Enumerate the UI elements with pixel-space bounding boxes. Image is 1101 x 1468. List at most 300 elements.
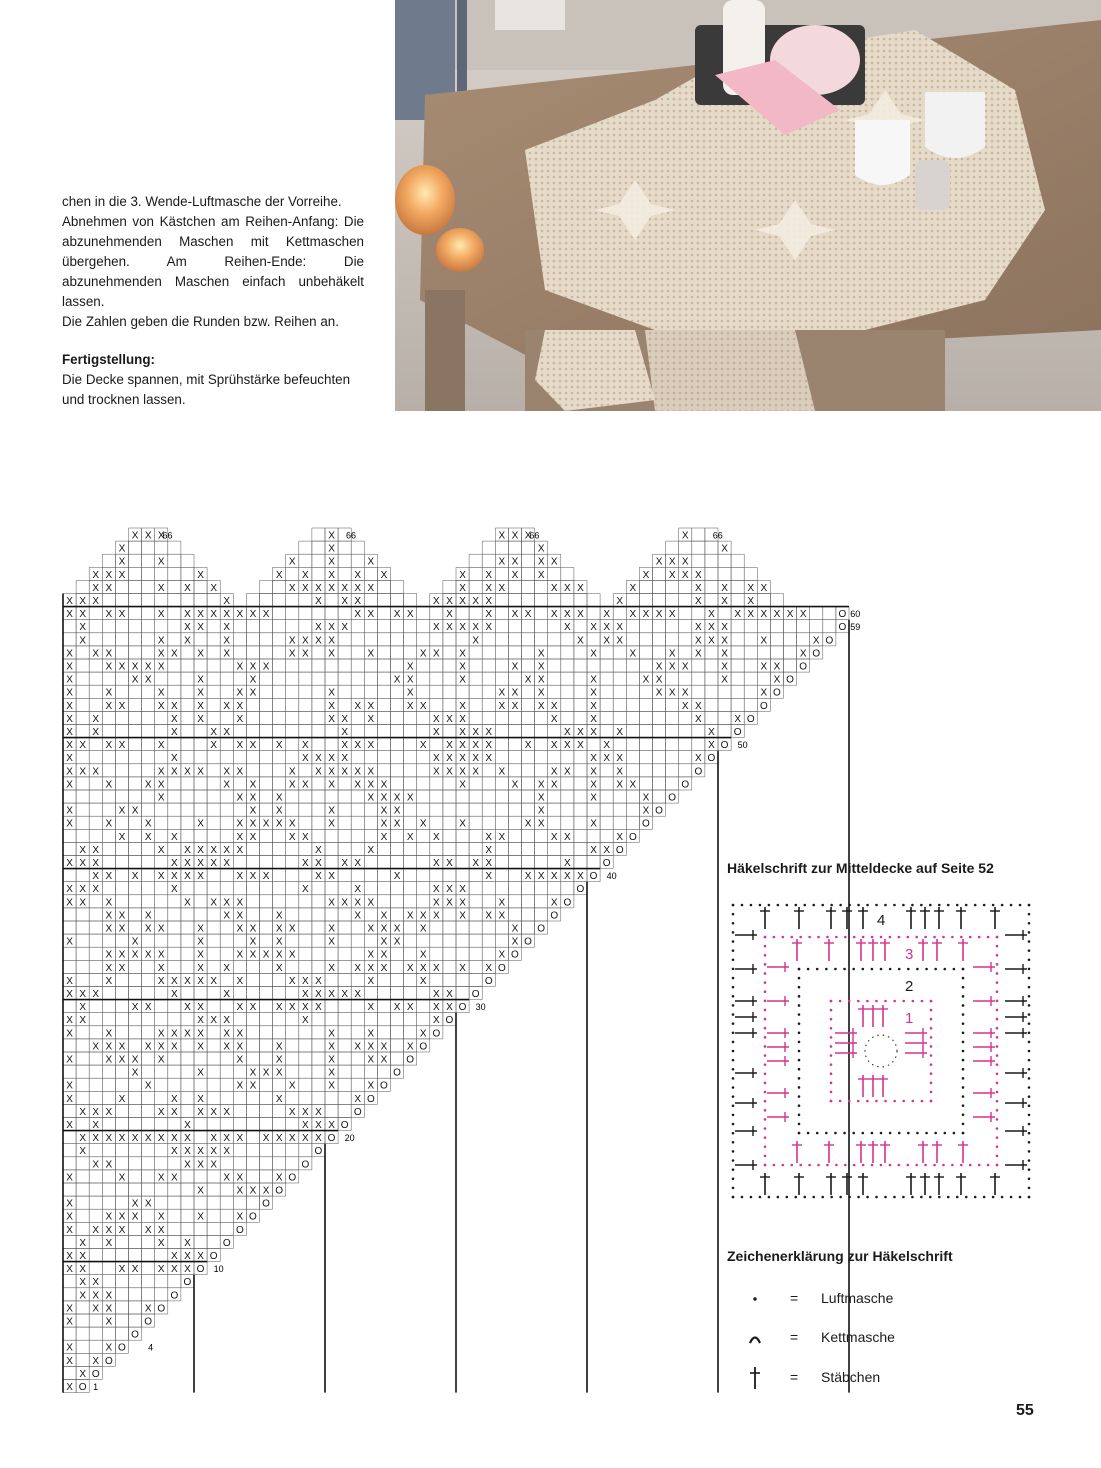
svg-text:X: X [249,871,257,883]
svg-text:X: X [367,1028,375,1040]
svg-text:X: X [616,779,624,791]
svg-text:X: X [223,962,231,974]
svg-text:O: O [642,818,650,830]
svg-text:X: X [354,884,362,896]
svg-text:X: X [367,949,375,961]
svg-text:X: X [262,818,270,830]
instructions-text [62,192,364,410]
svg-text:X: X [380,831,388,843]
svg-text:X: X [668,556,676,568]
svg-text:X: X [328,818,335,830]
svg-text:X: X [249,831,257,843]
svg-text:X: X [406,674,414,686]
svg-text:X: X [564,766,571,778]
svg-text:X: X [118,1133,126,1145]
svg-text:X: X [249,609,257,621]
svg-text:X: X [328,569,335,581]
svg-text:O: O [301,1159,310,1171]
svg-text:X: X [236,923,244,935]
svg-text:X: X [603,635,610,647]
svg-text:X: X [367,975,375,987]
svg-text:X: X [131,871,139,883]
svg-text:X: X [223,844,231,856]
svg-text:X: X [288,1002,296,1014]
svg-text:X: X [249,949,257,961]
svg-text:X: X [157,975,165,987]
svg-text:X: X [249,923,257,935]
svg-text:X: X [668,609,676,621]
svg-text:X: X [472,753,479,765]
svg-text:X: X [498,530,506,542]
svg-text:X: X [315,622,322,634]
svg-text:O: O [131,1329,139,1341]
svg-text:X: X [708,740,715,752]
svg-text:X: X [79,1015,86,1027]
row-number-label: 4 [148,1342,154,1353]
svg-text:O: O [170,1290,179,1302]
svg-text:X: X [288,831,296,843]
svg-text:X: X [406,962,414,974]
svg-text:X: X [184,609,191,621]
svg-text:X: X [380,818,388,830]
svg-text:X: X [210,1133,217,1145]
svg-text:X: X [131,1264,139,1276]
svg-text:X: X [341,766,348,778]
svg-text:X: X [66,1264,73,1276]
svg-text:X: X [433,753,440,765]
svg-text:X: X [131,1054,139,1066]
svg-text:X: X [695,582,702,594]
svg-text:X: X [66,1250,73,1262]
svg-text:X: X [302,635,309,647]
svg-text:X: X [367,740,375,752]
svg-text:X: X [668,569,676,581]
svg-text:X: X [419,648,427,660]
svg-text:X: X [262,609,270,621]
svg-text:X: X [92,569,100,581]
svg-text:X: X [472,740,479,752]
svg-text:X: X [406,661,414,673]
svg-text:X: X [275,1133,283,1145]
svg-text:O: O [746,713,755,725]
svg-text:X: X [223,1106,231,1118]
row-number-label: 66 [712,530,723,541]
svg-text:X: X [197,1106,204,1118]
svg-text:X: X [118,1224,126,1236]
svg-text:X: X [419,923,427,935]
svg-text:X: X [131,1198,139,1210]
svg-text:X: X [537,818,545,830]
svg-text:X: X [354,1093,362,1105]
svg-text:X: X [695,569,702,581]
row-number-label: 30 [475,1002,486,1013]
svg-text:X: X [380,962,388,974]
svg-text:X: X [380,1041,388,1053]
svg-text:X: X [511,530,519,542]
svg-text:X: X [223,1041,231,1053]
svg-text:X: X [459,700,466,712]
svg-text:X: X [367,700,375,712]
svg-text:X: X [118,949,126,961]
svg-text:X: X [695,700,702,712]
svg-text:X: X [197,818,204,830]
svg-text:O: O [144,1316,153,1328]
svg-text:X: X [459,818,466,830]
svg-text:X: X [590,818,597,830]
svg-text:O: O [773,687,781,699]
svg-text:X: X [66,1093,73,1105]
svg-text:X: X [446,897,453,909]
svg-text:X: X [721,543,728,555]
svg-text:X: X [393,923,401,935]
svg-text:X: X [236,687,244,699]
svg-text:X: X [184,871,191,883]
svg-text:X: X [197,609,204,621]
svg-text:X: X [210,844,217,856]
svg-text:X: X [393,936,401,948]
svg-text:X: X [459,622,466,634]
svg-text:X: X [249,687,257,699]
svg-text:X: X [537,687,545,699]
svg-text:X: X [773,609,781,621]
svg-text:X: X [433,884,440,896]
svg-text:X: X [354,609,362,621]
svg-text:X: X [66,1211,73,1223]
svg-text:X: X [157,1264,165,1276]
svg-text:X: X [171,648,178,660]
svg-text:X: X [66,1381,73,1393]
svg-text:X: X [197,1028,204,1040]
svg-text:X: X [66,700,73,712]
svg-text:X: X [197,962,204,974]
svg-text:X: X [275,792,283,804]
svg-text:X: X [92,988,100,1000]
svg-text:X: X [433,857,440,869]
svg-text:X: X [197,1015,204,1027]
svg-text:X: X [367,792,375,804]
svg-text:X: X [184,766,191,778]
svg-text:X: X [118,700,126,712]
svg-text:X: X [328,766,335,778]
svg-text:X: X [328,556,335,568]
svg-text:X: X [668,687,676,699]
svg-text:X: X [223,595,231,607]
svg-text:X: X [210,1159,217,1171]
svg-text:X: X [131,936,139,948]
svg-text:X: X [105,569,113,581]
svg-text:O: O [537,923,546,935]
svg-text:X: X [171,1146,178,1158]
svg-text:X: X [288,766,296,778]
svg-text:X: X [485,740,493,752]
svg-text:X: X [721,582,728,594]
svg-text:X: X [157,792,165,804]
svg-text:X: X [184,897,191,909]
svg-text:X: X [118,569,126,581]
svg-text:X: X [275,962,283,974]
svg-text:X: X [262,1133,270,1145]
svg-text:X: X [616,726,624,738]
svg-text:X: X [236,1172,244,1184]
svg-text:X: X [341,857,348,869]
svg-text:X: X [328,936,335,948]
svg-text:X: X [105,910,113,922]
svg-text:O: O [668,792,677,804]
svg-text:X: X [550,766,558,778]
svg-text:O: O [524,936,532,948]
svg-text:X: X [66,1015,73,1027]
svg-text:X: X [550,897,558,909]
svg-text:X: X [419,818,427,830]
svg-text:X: X [105,975,113,987]
svg-text:O: O [707,753,716,765]
svg-text:X: X [721,635,728,647]
svg-text:X: X [197,622,204,634]
svg-text:X: X [524,609,532,621]
svg-text:X: X [66,595,73,607]
finishing-text: Die Decke spannen, mit Sprühstärke befeuchten und trocknen lassen. [62,372,351,407]
svg-text:X: X [328,543,335,555]
svg-text:X: X [223,1015,231,1027]
svg-text:X: X [446,609,453,621]
svg-text:X: X [524,871,532,883]
svg-text:X: X [328,1054,335,1066]
svg-text:X: X [511,609,519,621]
svg-text:X: X [603,740,610,752]
svg-text:X: X [118,1172,126,1184]
svg-text:X: X [79,1277,86,1289]
svg-text:X: X [459,897,466,909]
svg-text:X: X [380,779,388,791]
svg-text:X: X [66,1028,73,1040]
svg-text:X: X [446,766,453,778]
svg-text:X: X [550,582,558,594]
svg-text:O: O [786,674,794,686]
svg-text:X: X [406,1041,414,1053]
svg-text:X: X [197,700,204,712]
svg-text:O: O [118,1342,126,1354]
svg-text:X: X [105,1133,113,1145]
svg-text:X: X [721,661,728,673]
svg-text:X: X [118,1041,126,1053]
svg-text:X: X [131,805,139,817]
svg-text:X: X [92,857,100,869]
svg-text:X: X [184,1237,191,1249]
svg-text:X: X [92,726,100,738]
svg-text:X: X [66,884,73,896]
svg-text:X: X [105,949,113,961]
svg-text:X: X [184,635,191,647]
row-number-label: 60 [850,609,861,620]
svg-text:X: X [485,582,493,594]
svg-text:X: X [171,975,178,987]
svg-text:X: X [341,740,348,752]
svg-text:X: X [328,582,335,594]
svg-text:X: X [210,1106,217,1118]
svg-text:X: X [511,700,519,712]
svg-text:X: X [66,988,73,1000]
svg-text:X: X [511,779,519,791]
svg-text:X: X [564,871,571,883]
svg-text:X: X [171,1093,178,1105]
svg-text:X: X [328,871,335,883]
svg-text:X: X [288,1106,296,1118]
svg-text:X: X [367,1041,375,1053]
svg-text:O: O [183,1277,192,1289]
svg-text:X: X [275,569,283,581]
svg-text:X: X [590,713,597,725]
legend-equals: = [790,1329,799,1345]
svg-text:X: X [144,1002,152,1014]
svg-text:O: O [484,975,493,987]
svg-text:X: X [197,1146,204,1158]
svg-text:X: X [511,936,519,948]
svg-text:X: X [223,766,231,778]
svg-text:X: X [275,923,283,935]
svg-text:X: X [315,988,322,1000]
svg-text:X: X [380,949,388,961]
svg-text:X: X [577,582,584,594]
svg-text:X: X [341,897,348,909]
svg-text:X: X [79,988,86,1000]
svg-text:O: O [235,1224,244,1236]
svg-text:X: X [236,740,244,752]
svg-text:X: X [393,609,401,621]
svg-text:X: X [105,779,113,791]
svg-text:X: X [223,910,231,922]
svg-text:X: X [236,831,244,843]
svg-text:X: X [721,622,728,634]
svg-text:X: X [354,779,362,791]
svg-text:X: X [288,818,296,830]
svg-text:X: X [433,622,440,634]
svg-text:X: X [511,556,519,568]
svg-text:X: X [354,897,362,909]
svg-text:X: X [288,648,296,660]
row-number-label: 66 [345,530,356,541]
svg-text:X: X [695,595,702,607]
svg-text:X: X [485,595,493,607]
svg-text:X: X [603,609,610,621]
svg-text:X: X [262,661,270,673]
svg-text:X: X [66,779,73,791]
svg-text:O: O [419,1041,428,1053]
center-doily-chart [727,897,1037,1214]
svg-text:X: X [171,871,178,883]
svg-text:O: O [733,726,742,738]
finishing-heading: Fertigstellung: [62,352,155,367]
svg-text:X: X [288,923,296,935]
svg-text:X: X [511,661,519,673]
svg-text:X: X [66,857,73,869]
svg-text:O: O [104,1355,113,1367]
svg-text:X: X [157,779,165,791]
svg-text:X: X [367,609,375,621]
svg-text:X: X [812,635,820,647]
svg-text:X: X [118,556,126,568]
svg-text:X: X [655,674,663,686]
svg-text:X: X [524,530,532,542]
svg-text:X: X [786,609,794,621]
svg-text:X: X [406,831,414,843]
page-number: 55 [1016,1402,1034,1419]
svg-text:X: X [171,700,178,712]
svg-text:X: X [105,1290,113,1302]
svg-text:X: X [197,949,204,961]
svg-text:X: X [210,1015,217,1027]
svg-text:X: X [472,622,479,634]
svg-text:X: X [393,805,401,817]
svg-text:X: X [92,595,100,607]
mini-chart-title: Häkelschrift zur Mitteldecke auf Seite 52 [727,860,994,876]
svg-text:X: X [79,595,86,607]
svg-text:X: X [131,1002,139,1014]
svg-text:X: X [197,687,204,699]
svg-text:X: X [472,726,479,738]
svg-text:X: X [144,831,152,843]
svg-text:X: X [144,1080,152,1092]
svg-text:X: X [433,595,440,607]
svg-text:X: X [171,1106,178,1118]
svg-text:X: X [171,753,178,765]
svg-text:X: X [302,779,309,791]
svg-text:X: X [498,700,506,712]
svg-text:O: O [406,1054,415,1066]
svg-text:X: X [236,609,244,621]
svg-text:X: X [249,818,257,830]
svg-text:X: X [367,1054,375,1066]
svg-text:X: X [105,1342,113,1354]
svg-text:X: X [577,726,584,738]
svg-text:O: O [327,1133,336,1145]
svg-text:X: X [550,556,558,568]
svg-text:X: X [223,1028,231,1040]
svg-text:O: O [576,884,585,896]
svg-text:X: X [485,962,493,974]
svg-text:X: X [537,805,545,817]
svg-text:X: X [485,726,493,738]
svg-text:X: X [655,661,663,673]
svg-text:X: X [92,648,100,660]
svg-text:X: X [157,1054,165,1066]
svg-text:O: O [497,962,506,974]
svg-text:X: X [446,622,453,634]
svg-text:X: X [79,1237,86,1249]
svg-text:X: X [157,1028,165,1040]
svg-text:X: X [760,635,768,647]
svg-text:X: X [564,582,571,594]
svg-text:X: X [157,1172,165,1184]
svg-text:X: X [433,713,440,725]
svg-text:X: X [393,871,401,883]
svg-text:X: X [171,726,178,738]
svg-text:X: X [79,1264,86,1276]
svg-text:X: X [223,988,231,1000]
legend-equals: = [790,1290,799,1306]
svg-text:X: X [157,635,165,647]
row-number-label: 66 [162,530,173,541]
svg-text:X: X [184,844,191,856]
svg-text:X: X [79,1133,86,1145]
svg-text:X: X [433,1002,440,1014]
svg-text:O: O [314,1146,323,1158]
svg-text:X: X [66,740,73,752]
svg-text:X: X [157,1211,165,1223]
svg-text:X: X [118,910,126,922]
svg-text:X: X [315,871,322,883]
svg-text:X: X [223,648,231,660]
svg-text:X: X [524,740,532,752]
